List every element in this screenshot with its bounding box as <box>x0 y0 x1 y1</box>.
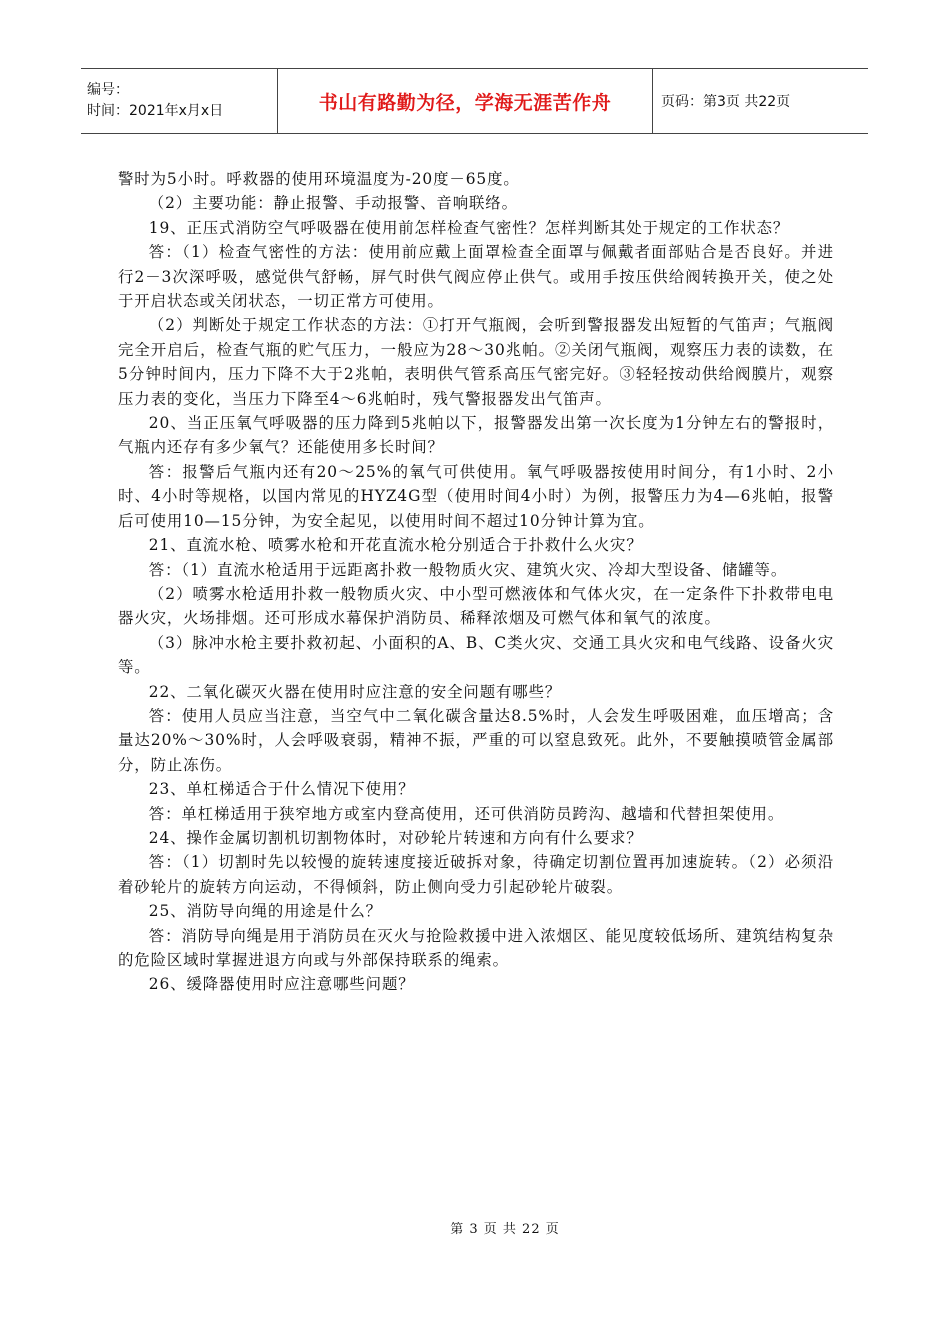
question: 24、操作金属切割机切割物体时，对砂轮片转速和方向有什么要求？ <box>148 828 643 847</box>
answer: （2）喷雾水枪适用扑救一般物质火灾、中小型可燃液体和气体火灾，在一定条件下扑救带电电器火灾，火场排烟。还可形成水幕保护消防员、稀释浓烟及可燃气体和氧气的浓度。 <box>118 584 834 628</box>
question: 19、正压式消防空气呼吸器在使用前怎样检查气密性？怎样判断其处于规定的工作状态？ <box>148 218 790 237</box>
document-body <box>118 167 834 997</box>
answer: 答：（1）直流水枪适用于远距离扑救一般物质火灾、建筑火灾、冷却大型设备、储罐等。 <box>148 560 788 579</box>
question: 26、缓降器使用时应注意哪些问题？ <box>148 975 415 994</box>
page-footer: 第 3 页 共 22 页 <box>450 1222 560 1237</box>
answer: 答：单杠梯适用于狭窄地方或室内登高使用，还可供消防员跨沟、越墙和代替担架使用。 <box>148 804 785 823</box>
question: 23、单杠梯适合于什么情况下使用？ <box>148 780 415 799</box>
answer: 答：（1）检查气密性的方法：使用前应戴上面罩检查全面罩与佩戴者面部贴合是否良好。并进行2－3次深呼吸，感觉供气舒畅，屏气时供气阀应停止供气。或用手按压供给阀转换开关，使之处于开启状态或关闭状态，一切正常方可使用。 <box>118 243 834 311</box>
document-number: 编号： <box>87 82 129 98</box>
answer: 答：（1）切割时先以较慢的旋转速度接近破拆对象，待确定切割位置再加速旋转。（2）必须沿着砂轮片的旋转方向运动，不得倾斜，防止侧向受力引起砂轮片破裂。 <box>118 853 834 896</box>
question: 20、当正压氧气呼吸器的压力降到5兆帕以下，报警器发出第一次长度为1分钟左右的警报时，气瓶内还存有多少氧气？还能使用多长时间？ <box>118 414 834 457</box>
answer: （2）判断处于规定工作状态的方法：①打开气瓶阀，会听到警报器发出短暂的气笛声；气瓶阀完全开启后，检查气瓶的贮气压力，一般应为28～30兆帕。②关闭气瓶阀，观察压力表的读数，在5分钟时间内，压力下降不大于2兆帕，表明供气管系高压气密完好。③轻轻按动供给阀膜片，观察压力表的变化，当压力下降至4～6兆帕时，残气警报器发出气笛声。 <box>118 316 834 408</box>
answer: 答：消防导向绳是用于消防员在灭火与抢险救援中进入浓烟区、能见度较低场所、建筑结构复杂的危险区域时掌握进退方向或与外部保持联系的绳索。 <box>118 926 834 969</box>
header-motto: 书山有路勤为径，学海无涯苦作舟 <box>318 91 612 114</box>
header-page-number: 页码：第3页 共22页 <box>661 94 791 110</box>
answer: （3）脉冲水枪主要扑救初起、小面积的A、B、C类火灾、交通工具火灾和电气线路、设备火灾等。 <box>118 633 834 677</box>
page-header <box>81 68 868 134</box>
question: 21、直流水枪、喷雾水枪和开花直流水枪分别适合于扑救什么火灾？ <box>148 536 643 555</box>
header-motto-cell <box>277 69 653 133</box>
header-page-cell <box>653 69 868 133</box>
answer: 答：使用人员应当注意，当空气中二氧化碳含量达8.5%时，人会发生呼吸困难，血压增高；含量达20%～30%时，人会呼吸衰弱，精神不振，严重的可以窒息致死。此外，不要触摸喷管金属部分，防止冻伤。 <box>118 706 834 774</box>
question: 25、消防导向绳的用途是什么？ <box>148 902 382 921</box>
header-meta <box>81 69 277 133</box>
question: 22、二氧化碳灭火器在使用时应注意的安全问题有哪些？ <box>148 682 562 701</box>
answer: 答：报警后气瓶内还有20～25%的氧气可供使用。氧气呼吸器按使用时间分，有1小时、2小时、4小时等规格，以国内常见的HYZ4G型（使用时间4小时）为例，报警压力为4—6兆帕，报警后可使用10—15分钟，为安全起见，以使用时间不超过10分钟计算为宜。 <box>118 462 834 530</box>
paragraph: （2）主要功能：静止报警、手动报警、音响联络。 <box>148 194 518 213</box>
document-date: 时间：2021年x月x日 <box>87 103 224 119</box>
paragraph: 警时为5小时。呼救器的使用环境温度为-20度－65度。 <box>118 170 520 188</box>
